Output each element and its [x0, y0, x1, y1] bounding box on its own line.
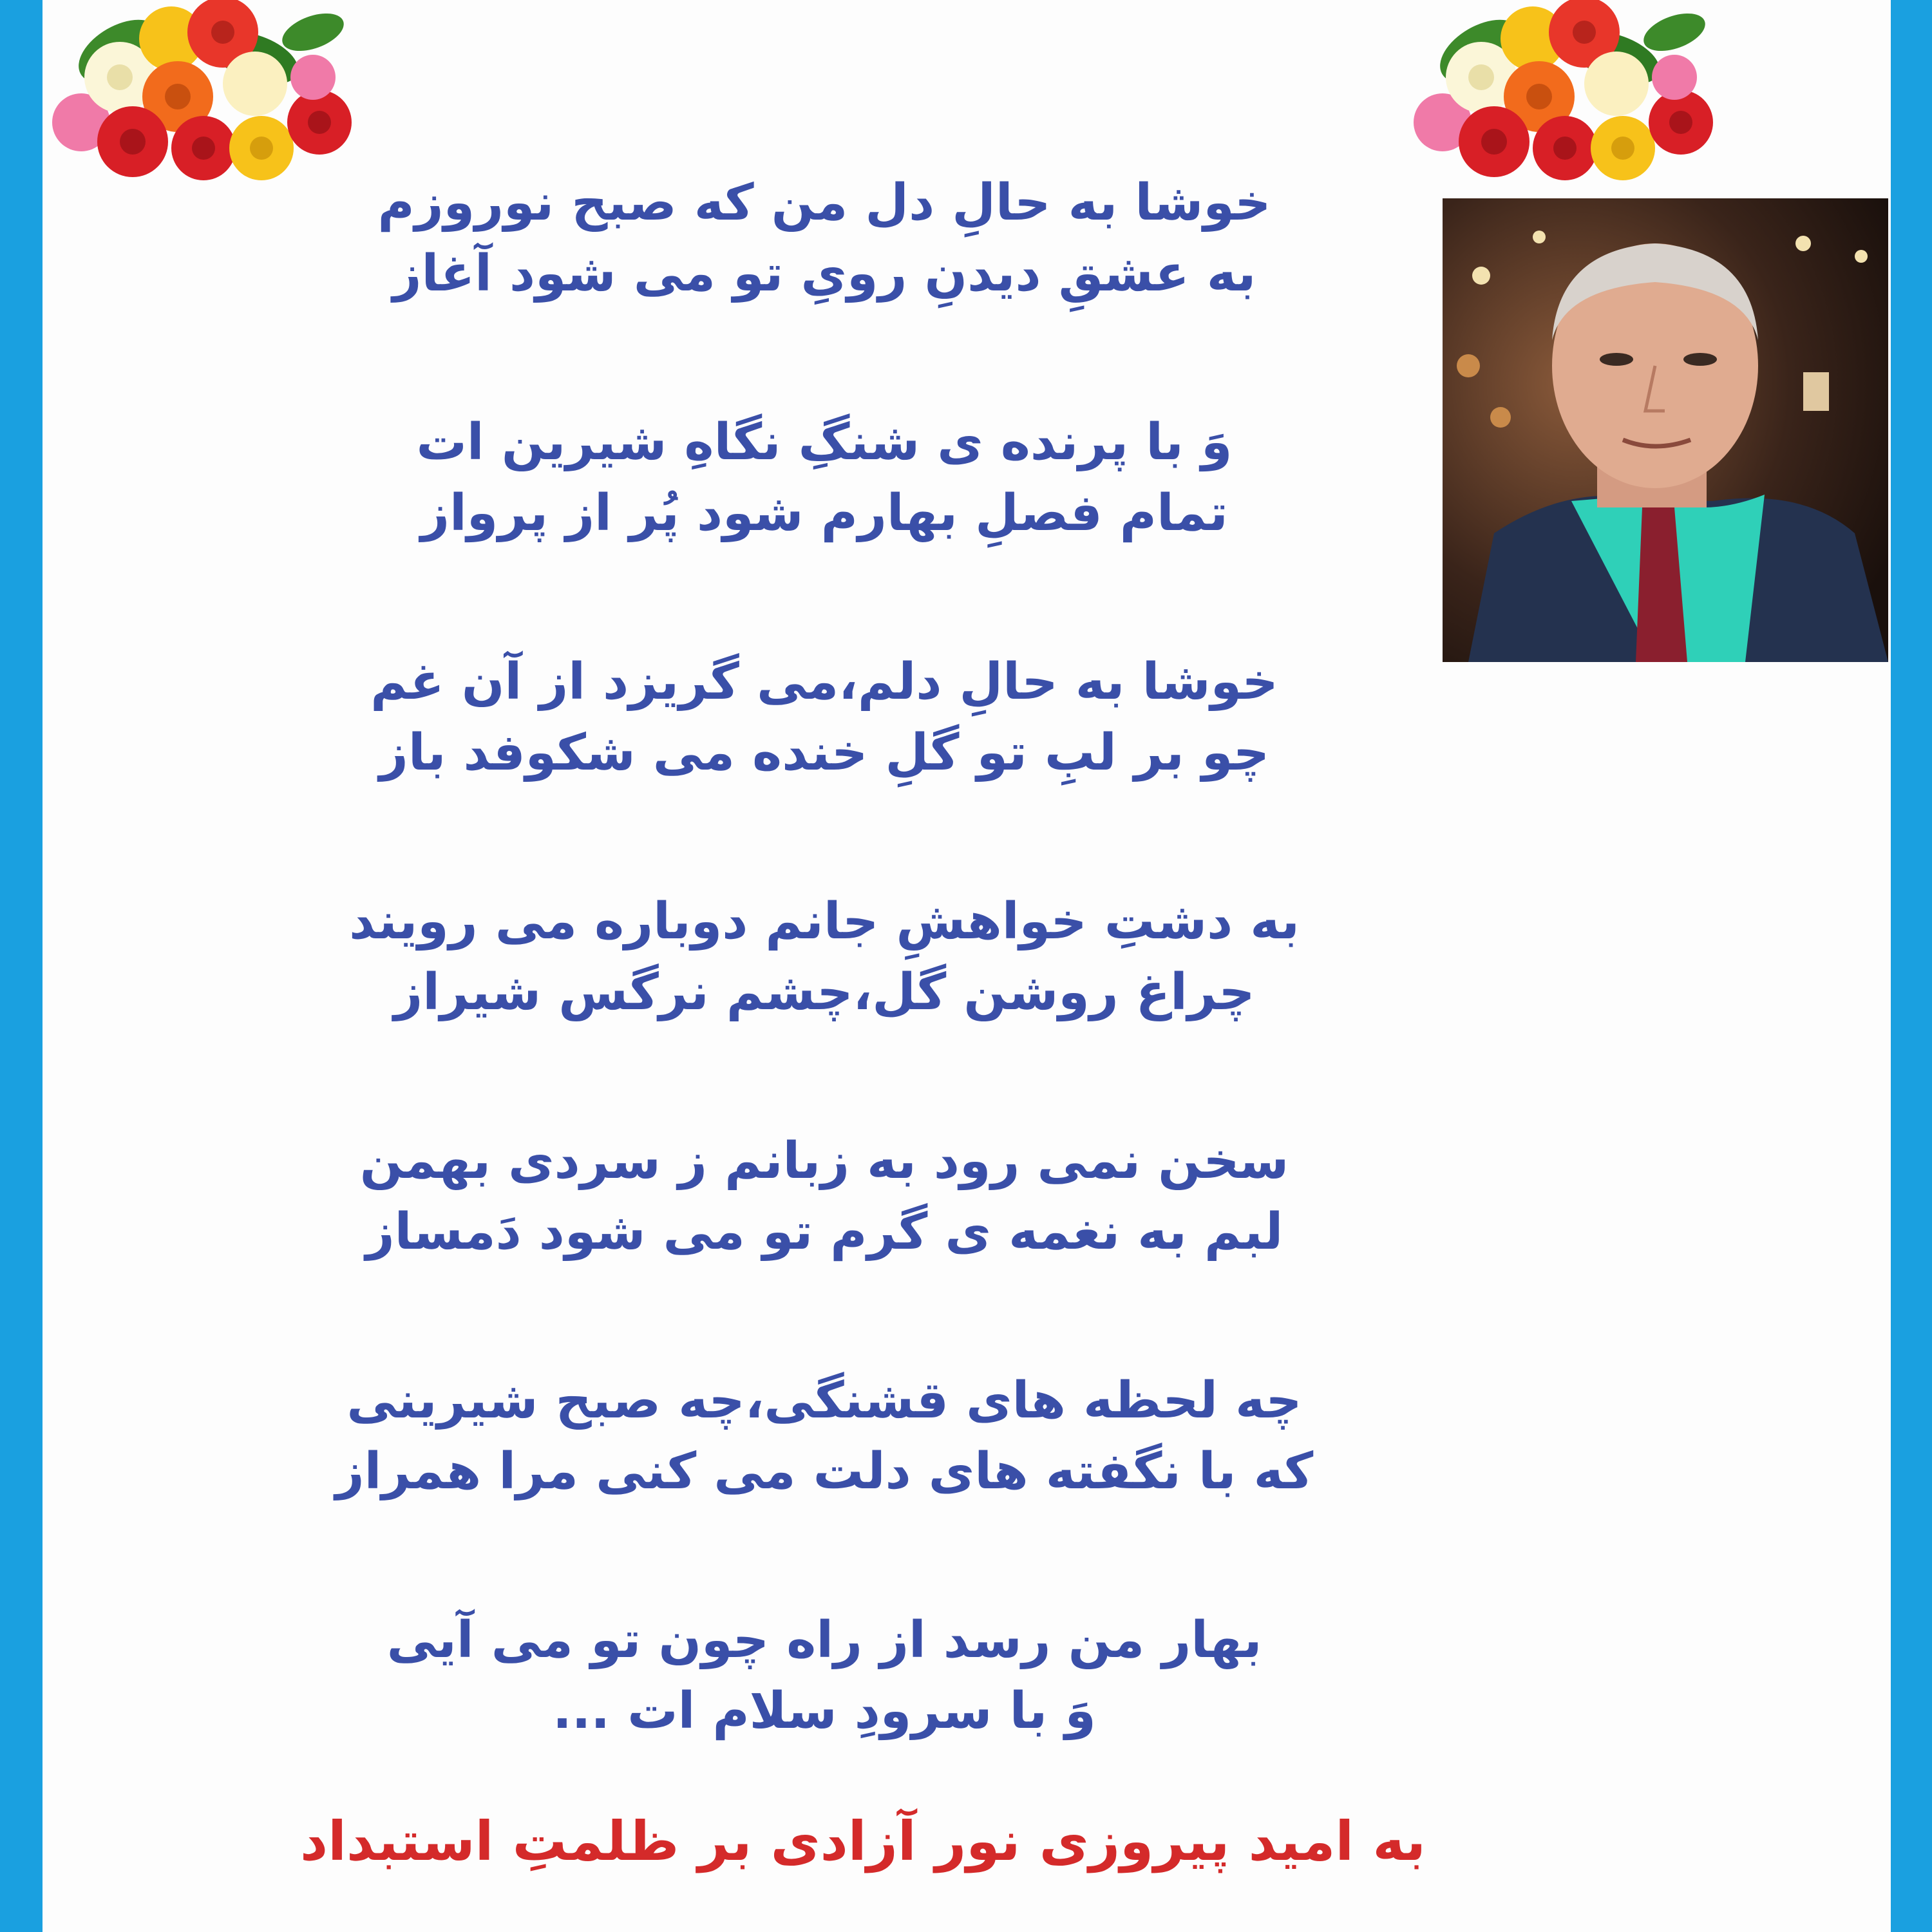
closing-slogan: به امید پیروزی نور آزادی بر ظلمتِ استبداد: [300, 1810, 1426, 1873]
verse-line: چو بر لبِ تو گلِ خنده می شکوفد باز: [379, 724, 1270, 782]
poem-stanza: [193, 1126, 1455, 1267]
verse-line: چراغ روشن گل،چشم نرگس شیراز: [393, 963, 1255, 1021]
verse-line: به عشقِ دیدنِ رویِ تو می شود آغاز: [392, 245, 1256, 303]
verse-line: که با نگفته های دلت می کنی مرا همراز: [335, 1443, 1314, 1501]
author-portrait-photo: [1443, 198, 1888, 662]
verse-line: خوشا به حالِ دل من که صبح نوروزم: [377, 174, 1271, 232]
verse-line: تمام فصلِ بهارم شود پُر از پرواز: [421, 484, 1228, 542]
poem-body: [193, 167, 1455, 1747]
verse-line: لبم به نغمه ی گرم تو می شود دَمساز: [365, 1203, 1283, 1261]
verse-line: وَ با پرنده ی شنگِ نگاهِ شیرین ات: [416, 413, 1233, 471]
rose-bouquet-icon: [1404, 0, 1726, 193]
poem-stanza: [193, 1365, 1455, 1507]
verse-line: چه لحظه های قشنگی،چه صبح شیرینی: [346, 1372, 1302, 1430]
verse-line: خوشا به حالِ دلم،می گریزد از آن غم: [370, 653, 1278, 711]
verse-line: به دشتِ خواهشِ جانم دوباره می رویند: [349, 893, 1300, 951]
poem-stanza: [193, 167, 1455, 309]
verse-line: وَ با سرودِ سلام ات ...: [553, 1682, 1096, 1740]
verse-line: سخن نمی رود به زبانم ز سردی بهمن: [359, 1132, 1289, 1190]
verse-line: بهار من رسد از راه چون تو می آیی: [386, 1611, 1262, 1669]
poem-stanza: [193, 407, 1455, 549]
poem-stanza: [193, 886, 1455, 1028]
poem-stanza: [193, 1605, 1455, 1747]
rose-bouquet-icon: [43, 0, 365, 193]
poem-stanza: [193, 647, 1455, 788]
